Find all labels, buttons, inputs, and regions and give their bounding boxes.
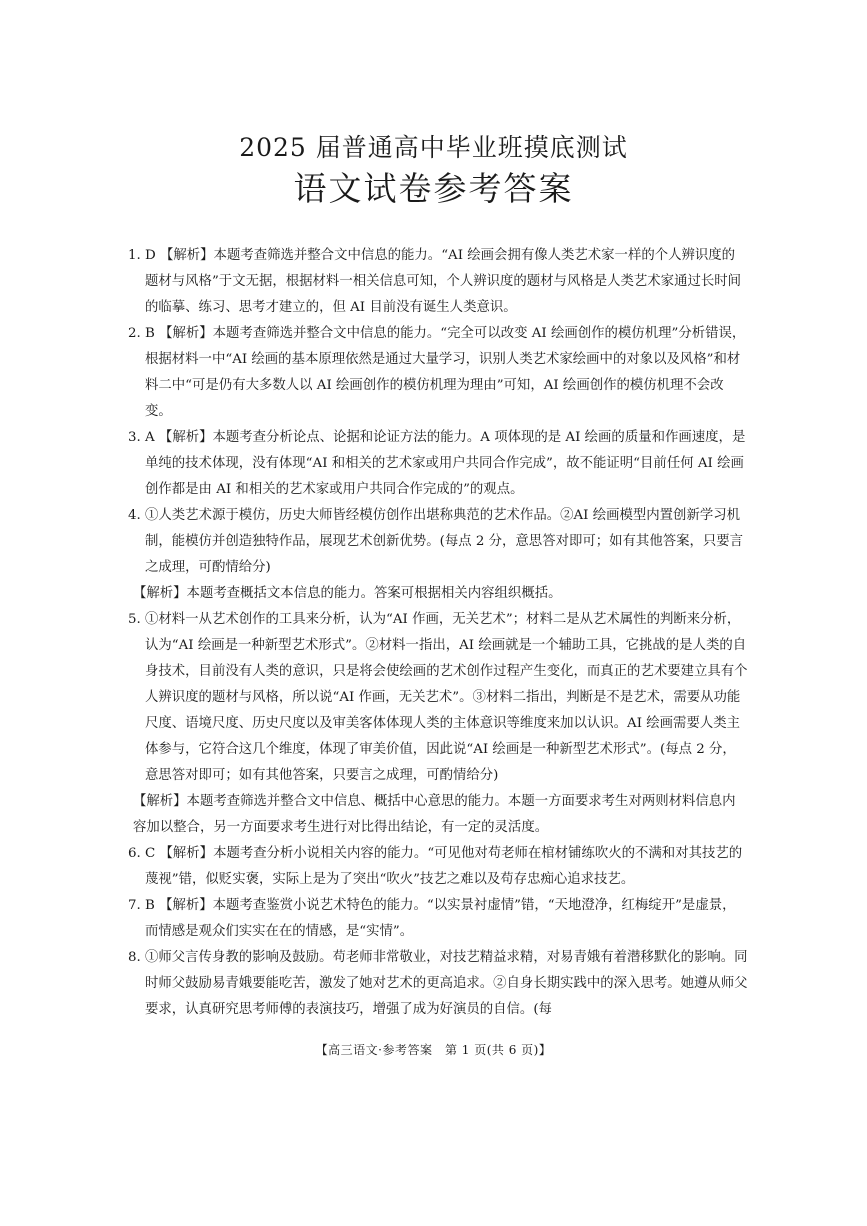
answer-text: ①材料一从艺术创作的工具来分析，认为“AI 作画，无关艺术”；材料二是从艺术属性的判断来分析，认为“AI 绘画是一种新型艺术形式”。②材料一指出，AI 绘画就是一个辅助工具，它挑战的是人类的自身技术，目前没有人类的意识，只是将会使绘画的艺术创作过程产生变化，而真正的艺术要建立具有个人辨识度的题材与风格，所以说“AI 作画，无关艺术”。③材料二指出，判断是不是艺术，需要从功能尺度、语境尺度、历史尺度以及审美客体体现人类的主体意识等维度来加以认识。AI 绘画需要人类主体参与，它符合这几个维度，体现了审美价值，因此说“AI 绘画是一种新型艺术形式”。(每点 2 分，意思答对即可；如有其他答案，只要言之成理，可酌情给分) xyxy=(145,612,748,783)
answer-item-2 xyxy=(128,321,748,425)
answer-item-4-analysis xyxy=(128,581,748,607)
answer-item-8 xyxy=(128,945,748,1023)
answer-number: 5. xyxy=(128,612,141,627)
document-title: 语文试卷参考答案 xyxy=(293,169,574,208)
analysis-text: 【解析】本题考查概括文本信息的能力。答案可根据相关内容组织概括。 xyxy=(133,586,562,601)
answer-item-6 xyxy=(128,841,748,893)
answer-number: 7. xyxy=(128,898,141,913)
answer-text: A 【解析】本题考查分析论点、论据和论证方法的能力。A 项体现的是 AI 绘画的质量和作画速度，是单纯的技术体现，没有体现“AI 和相关的艺术家或用户共同合作完成”，故不能证明“目前任何 AI 绘画创作都是由 AI 和相关的艺术家或用户共同合作完成的”的观点。 xyxy=(145,430,746,497)
analysis-text: 【解析】本题考查筛选并整合文中信息、概括中心意思的能力。本题一方面要求考生对两则材料信息内容加以整合，另一方面要求考生进行对比得出结论，有一定的灵活度。 xyxy=(133,794,736,835)
answer-number: 6. xyxy=(128,846,141,861)
answer-number: 3. xyxy=(128,430,141,445)
answer-item-7 xyxy=(128,893,748,945)
answer-number: 1. xyxy=(128,248,141,263)
answer-item-3 xyxy=(128,425,748,503)
answer-number: 4. xyxy=(128,508,141,523)
answer-text: ①师父言传身教的影响及鼓励。苟老师非常敬业，对技艺精益求精，对易青娥有着潜移默化的影响。同时师父鼓励易青娥要能吃苦，激发了她对艺术的更高追求。②自身长期实践中的深入思考。她遵从师父要求，认真研究思考师傅的表演技巧，增强了成为好演员的自信。(每 xyxy=(145,950,748,1017)
answer-text: B 【解析】本题考查鉴赏小说艺术特色的能力。“以实景衬虚情”错，“天地澄净，红梅绽开”是虚景，而情感是观众们实实在在的情感，是“实情”。 xyxy=(145,898,736,939)
answer-text: B 【解析】本题考查筛选并整合文中信息的能力。“完全可以改变 AI 绘画创作的模仿机理”分析错误，根据材料一中“AI 绘画的基本原理依然是通过大量学习，识别人类艺术家绘画中的对象以及风格”和材料二中“可是仍有大多数人以 AI 绘画创作的模仿机理为理由”可知，AI 绘画创作的模仿机理不会改变。 xyxy=(145,326,746,419)
answer-number: 8. xyxy=(128,950,141,965)
answer-text: C 【解析】本题考查分析小说相关内容的能力。“可见他对苟老师在棺材铺练吹火的不满和对其技艺的蔑视”错，似贬实褒，实际上是为了突出“吹火”技艺之难以及苟存忠痴心追求技艺。 xyxy=(145,846,743,887)
answer-item-5 xyxy=(128,607,748,789)
answer-item-4 xyxy=(128,503,748,581)
page-footer: 【高三语文·参考答案 第 1 页(共 6 页)】 xyxy=(315,1043,552,1057)
answer-number: 2. xyxy=(128,326,141,341)
answer-item-1 xyxy=(128,243,748,321)
answer-list xyxy=(128,243,748,1023)
answer-text: ①人类艺术源于模仿，历史大师皆经模仿创作出堪称典范的艺术作品。②AI 绘画模型内置创新学习机制，能模仿并创造独特作品，展现艺术创新优势。(每点 2 分，意思答对即可；如有其他答案，只要言之成理，可酌情给分) xyxy=(145,508,744,575)
answer-item-5-analysis xyxy=(128,789,748,841)
answer-text: D 【解析】本题考查筛选并整合文中信息的能力。“AI 绘画会拥有像人类艺术家一样的个人辨识度的题材与风格”于文无据，根据材料一相关信息可知，个人辨识度的题材与风格是人类艺术家通过长时间的临摹、练习、思考才建立的，但 AI 目前没有诞生人类意识。 xyxy=(145,248,742,315)
exam-title: 2025 届普通高中毕业班摸底测试 xyxy=(239,133,628,162)
